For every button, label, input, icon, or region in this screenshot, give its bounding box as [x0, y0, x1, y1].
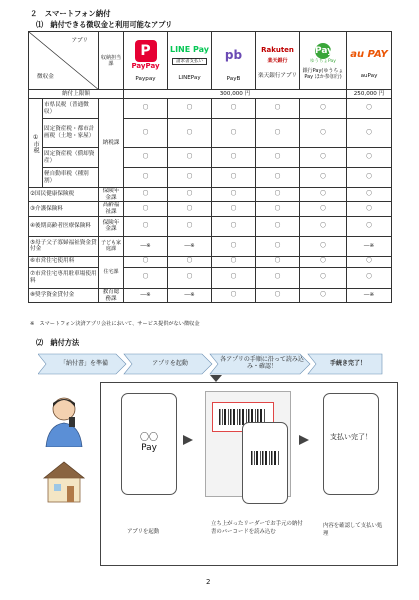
mark-cell: 〇: [124, 267, 168, 288]
app-col-payb: [212, 32, 256, 90]
mark-cell: 〇: [168, 202, 212, 216]
rakuten-logo-text: 楽天銀行: [267, 57, 288, 64]
row-label: 固定資産税・都市計画税（土地・家屋）: [43, 119, 99, 148]
flow-step-3: 各アプリの手順に沿って読み込み・確認！: [220, 356, 304, 370]
mark-cell: 〇: [212, 216, 256, 236]
mark-cell: 〇: [256, 188, 300, 202]
mark-cell: 〇: [256, 119, 300, 148]
mark-cell: 〇: [168, 119, 212, 148]
mark-cell: 〇: [300, 256, 347, 267]
mark-cell: 〇: [347, 202, 392, 216]
phone-top-text: 〇〇: [139, 433, 158, 443]
caption-step-1: アプリを起動: [127, 529, 160, 535]
app-col-rakuten: [256, 32, 300, 90]
barcode-icon: [249, 449, 281, 467]
phone-complete: [323, 393, 379, 495]
mark-cell: 〇: [124, 168, 168, 188]
down-arrow-icon: [210, 375, 222, 382]
limit-au: 250,000 円: [347, 90, 392, 99]
mark-cell: 〇: [212, 99, 256, 119]
table-row: [29, 148, 392, 168]
mark-cell: 〇: [212, 288, 256, 302]
mark-cell: ―※: [168, 288, 212, 302]
app-col-linepay: [168, 32, 212, 90]
footnote: ※ スマートフォン決済アプリ会社において、サービス提供がない徴収金: [30, 321, 200, 327]
mark-cell: 〇: [300, 267, 347, 288]
mark-cell: ―※: [168, 236, 212, 256]
person-with-phone-icon: [38, 395, 90, 447]
mark-cell: 〇: [212, 148, 256, 168]
phone-bottom-text: Pay: [141, 443, 157, 453]
mark-cell: 〇: [347, 256, 392, 267]
table-row: [29, 288, 392, 302]
city-tax-group: ①市税: [29, 99, 43, 188]
mark-cell: ―※: [347, 236, 392, 256]
linepay-logo-text: 請求書支払い: [172, 58, 207, 65]
mark-cell: 〇: [347, 267, 392, 288]
mark-cell: 〇: [300, 288, 347, 302]
procedure-box: [100, 382, 398, 566]
mark-cell: 〇: [124, 99, 168, 119]
flow-step-2: アプリを起動: [152, 359, 188, 367]
table-row: [29, 236, 392, 256]
app-name: PayB: [226, 76, 241, 83]
mark-cell: 〇: [168, 216, 212, 236]
row-label: 市県民税（普通徴収）: [43, 99, 99, 119]
mark-cell: 〇: [256, 202, 300, 216]
mark-cell: 〇: [168, 256, 212, 267]
app-col-paypay: [124, 32, 168, 90]
mark-cell: ―※: [347, 288, 392, 302]
mark-cell: 〇: [124, 216, 168, 236]
phone-app-launch: [121, 393, 177, 495]
mark-cell: 〇: [300, 148, 347, 168]
paypay-logo-icon: P: [135, 40, 157, 62]
mark-cell: 〇: [124, 202, 168, 216]
mark-cell: 〇: [168, 99, 212, 119]
dept-kyoiku: 教育総務課: [99, 288, 124, 302]
mark-cell: 〇: [212, 168, 256, 188]
mark-cell: 〇: [168, 168, 212, 188]
dept-nozei: 納税課: [99, 99, 124, 188]
header-dept: 収納担当課: [99, 32, 124, 90]
mark-cell: 〇: [347, 188, 392, 202]
yucho-pay-logo-icon: Pay: [315, 43, 331, 59]
mark-cell: 〇: [212, 236, 256, 256]
phone-reader: [242, 422, 288, 504]
mark-cell: 〇: [300, 119, 347, 148]
table-row: [29, 256, 392, 267]
mark-cell: 〇: [212, 119, 256, 148]
linepay-logo-icon: LINE Pay: [169, 45, 210, 55]
mark-cell: 〇: [256, 216, 300, 236]
page-number: 2: [206, 578, 211, 586]
step-arrow-icon: [181, 433, 195, 447]
flow-step-1: 「納付書」を準備: [59, 359, 108, 367]
mark-cell: 〇: [256, 288, 300, 302]
app-name: LINEPay: [178, 75, 201, 82]
row-label: ⑥市営住宅使用料: [29, 256, 99, 267]
mark-cell: 〇: [347, 148, 392, 168]
dept-kaigo: 高齢福祉課: [99, 202, 124, 216]
mark-cell: 〇: [212, 267, 256, 288]
rakuten-logo-icon: Rakuten: [261, 46, 294, 55]
paypay-logo-text: PayPay: [131, 62, 160, 71]
table-row: [29, 202, 392, 216]
table-row: [29, 267, 392, 288]
mark-cell: 〇: [300, 168, 347, 188]
section-heading-2: ⑵ 納付方法: [36, 338, 80, 347]
payment-apps-table: [28, 31, 392, 303]
table-row: [29, 119, 392, 148]
mark-cell: 〇: [124, 148, 168, 168]
payb-logo-icon: pb: [224, 48, 243, 63]
table-row: [29, 216, 392, 236]
app-col-aupay: [347, 32, 392, 90]
mark-cell: 〇: [256, 148, 300, 168]
header-fee-label: 徴収金: [37, 74, 54, 81]
app-name: Paypay: [135, 75, 156, 82]
diagonal-header-cell: [29, 32, 99, 90]
app-name: 楽天銀行アプリ: [258, 72, 297, 79]
mark-cell: ―※: [124, 236, 168, 256]
mark-cell: 〇: [300, 236, 347, 256]
mark-cell: 〇: [300, 99, 347, 119]
mark-cell: 〇: [347, 99, 392, 119]
limit-label: 納付上限額: [29, 90, 124, 99]
row-label: 固定資産税（償却資産）: [43, 148, 99, 168]
row-label: ⑦市営住宅専用駐車場使用料: [29, 267, 99, 288]
caption-step-2: 立ち上がったリーダーでお手元の納付書のバーコードを読み込む: [211, 521, 303, 535]
row-label: ②国民健康保険税: [29, 188, 99, 202]
mark-cell: 〇: [347, 216, 392, 236]
row-label: 軽自動車税（種別割）: [43, 168, 99, 188]
phone-complete-text: 支払い完了！: [330, 433, 372, 441]
table-row: [29, 168, 392, 188]
mark-cell: 〇: [168, 267, 212, 288]
mark-cell: 〇: [168, 188, 212, 202]
mark-cell: 〇: [256, 267, 300, 288]
dept-kokuho: 保険年金課: [99, 188, 124, 202]
mark-cell: 〇: [256, 236, 300, 256]
mark-cell: 〇: [300, 202, 347, 216]
dept-jutaku: 住宅課: [99, 256, 124, 288]
step-arrow-icon: [297, 433, 311, 447]
sub-heading: ⑴ 納付できる徴収金と利用可能なアプリ: [36, 20, 173, 29]
mark-cell: 〇: [124, 188, 168, 202]
row-label: ⑧奨学資金貸付金: [29, 288, 99, 302]
dept-kokuho-2: 保険年金課: [99, 216, 124, 236]
app-col-bankpay: [300, 32, 347, 90]
limit-main: 300,000 円: [124, 90, 347, 99]
aupay-logo-icon: au PAY: [350, 49, 388, 61]
mark-cell: 〇: [347, 119, 392, 148]
mark-cell: 〇: [168, 148, 212, 168]
row-label: ⑤母子父子寡婦福祉資金貸付金: [29, 236, 99, 256]
mark-cell: 〇: [124, 119, 168, 148]
caption-step-3: 内容を確認して支払い処理: [323, 523, 383, 537]
flow-step-4: 手続き完了！: [329, 359, 366, 367]
house-icon: [40, 458, 88, 504]
app-name: 銀行Pay(ゆうちょPay ほか参加行): [302, 67, 344, 80]
mark-cell: 〇: [300, 216, 347, 236]
dept-kodomo: 子ども家庭課: [99, 236, 124, 256]
mark-cell: 〇: [212, 256, 256, 267]
mark-cell: 〇: [256, 168, 300, 188]
yucho-logo-text: ゆうちょPay: [310, 59, 336, 65]
table-row: [29, 99, 392, 119]
mark-cell: 〇: [256, 99, 300, 119]
mark-cell: 〇: [124, 256, 168, 267]
mark-cell: 〇: [212, 202, 256, 216]
mark-cell: 〇: [256, 256, 300, 267]
row-label: ④後期高齢者医療保険料: [29, 216, 99, 236]
section-heading: ２ スマートフォン納付: [30, 9, 111, 18]
mark-cell: 〇: [347, 168, 392, 188]
invoice-image: [205, 391, 291, 497]
app-name: auPay: [360, 73, 378, 80]
mark-cell: 〇: [212, 188, 256, 202]
mark-cell: 〇: [300, 188, 347, 202]
header-app-label: アプリ: [71, 38, 88, 44]
row-label: ③介護保険料: [29, 202, 99, 216]
table-row: [29, 188, 392, 202]
mark-cell: ―※: [124, 288, 168, 302]
